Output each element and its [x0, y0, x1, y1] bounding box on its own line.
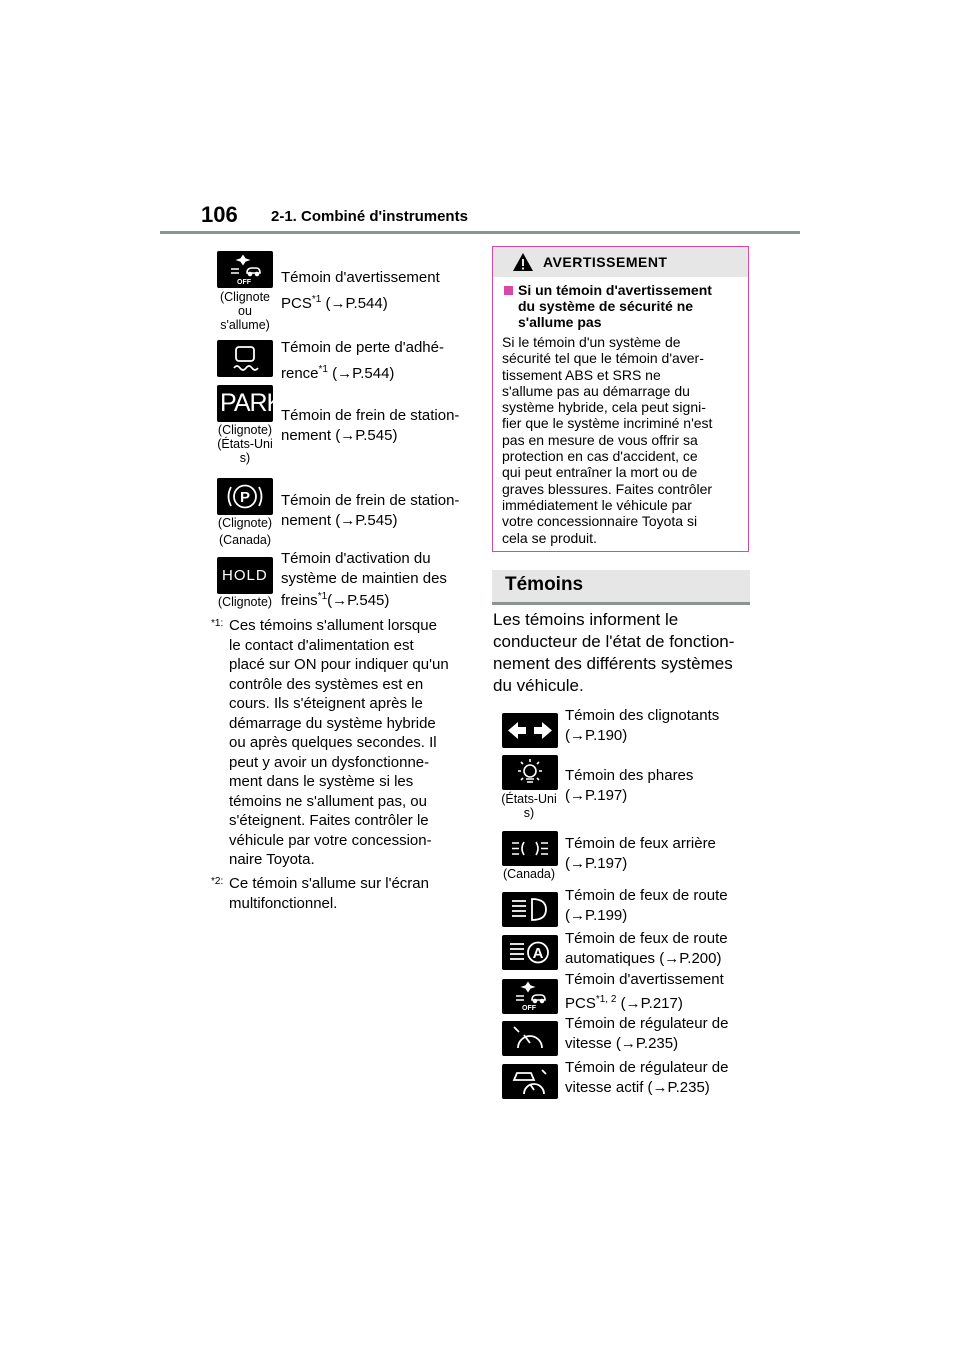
svg-text:A: A — [532, 945, 544, 962]
warning-title: AVERTISSEMENT — [543, 254, 668, 270]
section-title: 2-1. Combiné d'instruments — [271, 208, 468, 225]
pcs-off-icon: OFF — [502, 979, 558, 1014]
bullet-square-icon — [504, 286, 513, 295]
cruise-control-text: Témoin de régulateur de vitesse (→P.235) — [565, 1015, 729, 1052]
pcs-warning-text: Témoin d'avertissement PCS$^{*1}$ (→P.544) — [281, 269, 440, 312]
temoins-heading — [492, 570, 750, 605]
dynamic-cruise-icon — [502, 1064, 558, 1099]
parking-brake-canada-icon — [217, 478, 273, 515]
slip-text: Témoin de perte d'adhé- rence$^{*1}$ (→P.544) — [281, 339, 444, 382]
turn-signal-icon — [502, 713, 558, 748]
icon-caption: (Canada) — [502, 867, 556, 881]
dynamic-cruise-text: Témoin de régulateur de vitesse actif (→P.235) — [565, 1059, 729, 1096]
pcs-text: Témoin d'avertissement PCS$^{*1, 2}$ (→P.217) — [565, 971, 724, 1012]
warning-triangle-icon — [512, 252, 534, 272]
icon-caption: (Clignote) (Canada) — [217, 516, 273, 547]
page-number: 106 — [201, 202, 238, 227]
hold-text: Témoin d'activation du système de maintien des freins$^{*1}$(→P.545) — [281, 550, 447, 609]
pcs-off-icon: OFF — [217, 251, 273, 288]
parking-brake-text: Témoin de frein de station- nement (→P.545) — [281, 407, 460, 444]
slip-icon — [217, 340, 273, 377]
header-rule — [160, 231, 800, 234]
icon-caption: (Clignote) (États-Uni s) — [217, 423, 273, 465]
headlight-text: Témoin des phares (→P.197) — [565, 767, 694, 804]
footnote-1: *1: Ces témoins s'allument lorsque le contact d'alimentation est placé sur ON pour indiquer qu'un contrôle des systèmes est en cours. Ils s'éteignent après le démarrage du système hybride ou après quelques secondes. Il peut y avoir un dysfonctionne- ment dans le système si les témoins ne s'allument pas, ou s'éteignent. Faites contrôler le véhicule par votre concession- naire Toyota. — [211, 617, 449, 868]
footnote-2: *2: Ce témoin s'allume sur l'écran multifonctionnel. — [211, 875, 429, 912]
hold-icon: HOLD — [217, 557, 273, 594]
turn-signal-text: Témoin des clignotants (→P.190) — [565, 707, 720, 744]
icon-caption: (Clignote) — [217, 595, 273, 609]
tail-light-icon — [502, 831, 558, 866]
warning-box — [492, 246, 749, 552]
icon-caption: (États-Uni s) — [501, 792, 557, 820]
parking-brake-canada-text: Témoin de frein de station- nement (→P.545) — [281, 492, 460, 529]
warning-body: Si le témoin d'un système de sécurité tel que le témoin d'aver- tissement ABS et SRS ne s'allume pas au démarrage du système hybride, cela peut signi- fier que le système incriminé n'est pas en mesure de vous offrir sa protection en cas d'accident, ce qui peut entraîner la mort ou de graves blessures. Faites contrôler immédiatement le véhicule par votre concessionnaire Toyota si cela se produit. — [502, 334, 713, 546]
svg-text:P: P — [239, 489, 251, 506]
warning-header — [493, 247, 748, 277]
icon-caption: (Clignote ou s'allume) — [219, 290, 271, 332]
tail-light-text: Témoin de feux arrière (→P.197) — [565, 835, 716, 872]
cruise-control-icon — [502, 1021, 558, 1056]
headlight-icon — [502, 755, 558, 790]
high-beam-text: Témoin de feux de route (→P.199) — [565, 887, 728, 924]
warning-subtitle: Si un témoin d'avertissement du système de sécurité ne s'allume pas — [504, 282, 712, 330]
auto-high-beam-text: Témoin de feux de route automatiques (→P.200) — [565, 930, 728, 967]
park-icon: PARK — [217, 385, 273, 422]
temoins-intro: Les témoins informent le conducteur de l'état de fonction- nement des différents systèmes du véhicule. — [493, 610, 735, 695]
high-beam-icon — [502, 892, 558, 927]
auto-high-beam-icon — [502, 935, 558, 970]
temoins-title: Témoins — [505, 574, 584, 595]
